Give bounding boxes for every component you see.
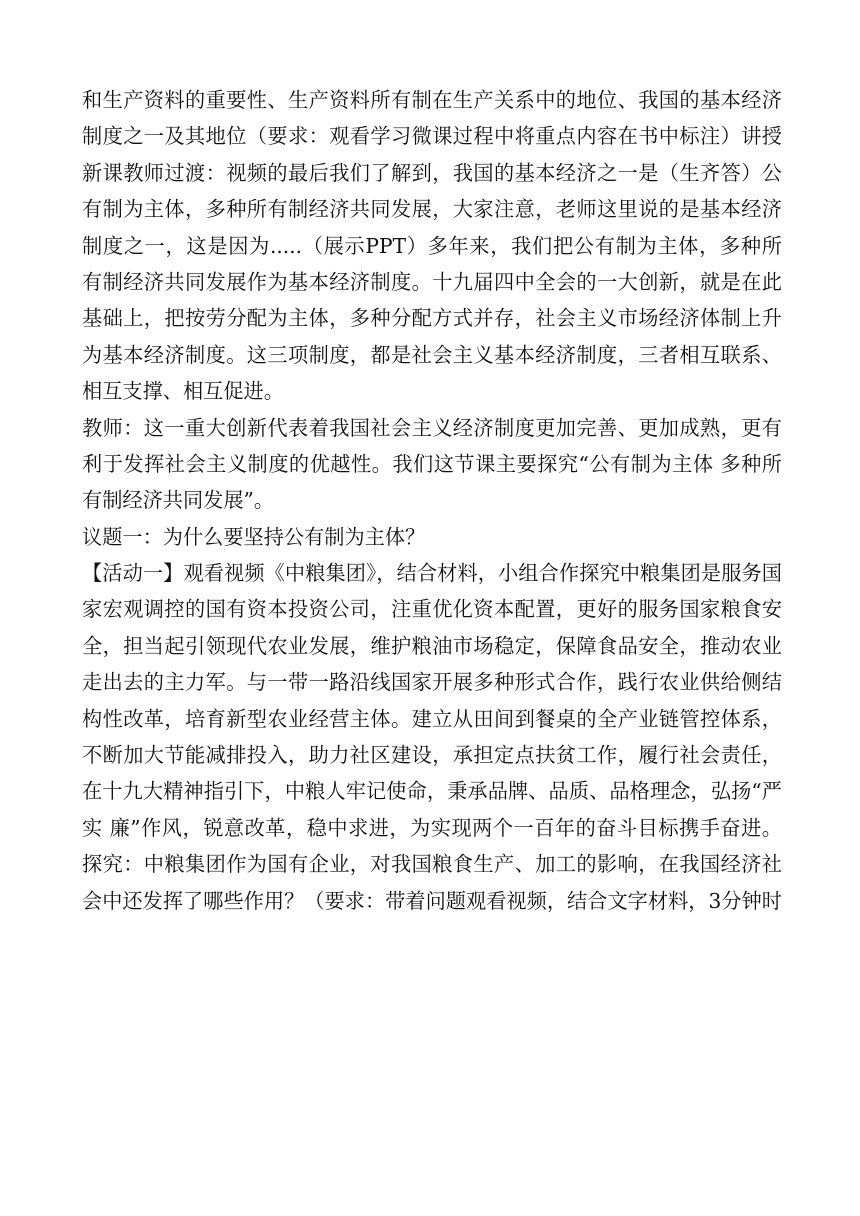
text-line: 制度之一及其地位（要求：观看学习微课过程中将重点内容在书中标注）讲授	[82, 124, 782, 149]
text-line: 有制经济共同发展”。	[82, 488, 275, 513]
text-line: 有制经济共同发展作为基本经济制度。十九届四中全会的一大创新，就是在此	[82, 269, 782, 294]
text-line: 利于发挥社会主义制度的优越性。我们这节课主要探究“公有制为主体 多种所	[82, 451, 782, 476]
text-line: 在十九大精神指引下，中粮人牢记使命，秉承品牌、品质、品格理念，弘扬“严	[82, 779, 782, 804]
document-body	[82, 82, 782, 919]
text-line: 【活动一】观看视频《中粮集团》，结合材料，小组合作探究中粮集团是服务国	[82, 561, 782, 586]
section-heading: 议题一：为什么要坚持公有制为主体？	[82, 524, 426, 549]
text-line: 教师：这一重大创新代表着我国社会主义经济制度更加完善、更加成熟，更有	[82, 415, 782, 440]
text-line: 会中还发挥了哪些作用？（要求：带着问题观看视频，结合文字材料，3分钟时	[82, 888, 782, 913]
text-line: 基础上，把按劳分配为主体，多种分配方式并存，社会主义市场经济体制上升	[82, 306, 782, 331]
text-line: 实 廉”作风，锐意改革，稳中求进，为实现两个一百年的奋斗目标携手奋进。	[82, 815, 782, 840]
text-line: 为基本经济制度。这三项制度，都是社会主义基本经济制度，三者相互联系、	[82, 342, 782, 367]
text-line: 和生产资料的重要性、生产资料所有制在生产关系中的地位、我国的基本经济	[82, 88, 782, 112]
text-line: 不断加大节能减排投入，助力社区建设，承担定点扶贫工作，履行社会责任，	[82, 743, 782, 768]
text-line: 新课教师过渡：视频的最后我们了解到，我国的基本经济之一是（生齐答）公	[82, 160, 782, 185]
text-line: 制度之一，这是因为.....（展示PPT）多年来，我们把公有制为主体，多种所	[82, 233, 782, 258]
text-line: 家宏观调控的国有资本投资公司，注重优化资本配置，更好的服务国家粮食安	[82, 597, 782, 622]
text-line: 全，担当起引领现代农业发展，维护粮油市场稳定，保障食品安全，推动农业	[82, 633, 782, 658]
text-line: 相互支撑、相互促进。	[82, 379, 284, 404]
text-line: 走出去的主力军。与一带一路沿线国家开展多种形式合作，践行农业供给侧结	[82, 670, 782, 695]
text-line: 构性改革，培育新型农业经营主体。建立从田间到餐桌的全产业链管控体系，	[82, 706, 782, 731]
text-line: 探究：中粮集团作为国有企业，对我国粮食生产、加工的影响，在我国经济社	[82, 852, 782, 877]
text-line: 有制为主体，多种所有制经济共同发展，大家注意，老师这里说的是基本经济	[82, 197, 782, 222]
